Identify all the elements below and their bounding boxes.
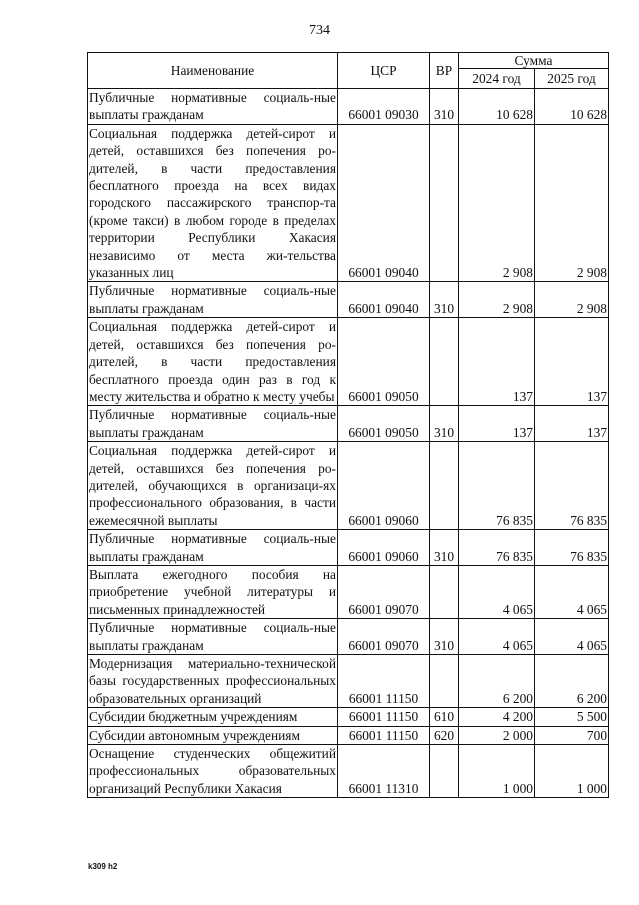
table-row: [88, 442, 609, 530]
header-vr: ВР: [430, 53, 459, 89]
row-vr: 620: [430, 726, 459, 744]
row-name: Социальная поддержка детей-сирот и детей, оставшихся без попечения ро-дителей, в части предоставления бесплатного проезда один раз в год к месту жительства и обратно к месту учебы: [89, 319, 336, 404]
row-sum-2025: 2 908: [535, 282, 609, 318]
row-csr: 66001 09040: [338, 124, 430, 282]
row-csr: 66001 11150: [338, 655, 430, 708]
row-sum-2024: 76 835: [459, 442, 535, 530]
row-name: Публичные нормативные социаль-ные выплаты гражданам: [89, 283, 336, 316]
row-vr: [430, 655, 459, 708]
header-row: [88, 53, 609, 69]
row-sum-2025: 4 065: [535, 619, 609, 655]
row-vr: 310: [430, 406, 459, 442]
row-sum-2024: 4 065: [459, 619, 535, 655]
page-number: 734: [309, 23, 330, 38]
row-sum-2024: 2 000: [459, 726, 535, 744]
row-sum-2025: 4 065: [535, 565, 609, 618]
row-vr: [430, 745, 459, 798]
row-vr: 310: [430, 530, 459, 566]
row-csr: 66001 09050: [338, 406, 430, 442]
row-vr: 310: [430, 89, 459, 125]
row-vr: [430, 124, 459, 282]
header-sum: Сумма: [459, 53, 609, 69]
row-csr: 66001 11310: [338, 745, 430, 798]
row-sum-2024: 2 908: [459, 124, 535, 282]
row-name: Субсидии бюджетным учреждениям: [88, 708, 338, 726]
row-csr: 66001 11150: [338, 708, 430, 726]
table-row: [88, 565, 609, 618]
row-name: Модернизация материально-технической базы государственных профессиональных образовательных организаций: [89, 656, 336, 706]
header-year-2024: 2024 год: [459, 69, 535, 89]
row-sum-2025: 5 500: [535, 708, 609, 726]
table-row: [88, 655, 609, 708]
row-sum-2024: 6 200: [459, 655, 535, 708]
row-name: Субсидии автономным учреждениям: [88, 726, 338, 744]
row-csr: 66001 09060: [338, 530, 430, 566]
row-sum-2024: 76 835: [459, 530, 535, 566]
row-csr: 66001 09050: [338, 318, 430, 406]
row-name: Публичные нормативные социаль-ные выплаты гражданам: [89, 620, 336, 653]
row-vr: [430, 318, 459, 406]
row-vr: 310: [430, 282, 459, 318]
row-name: Социальная поддержка детей-сирот и детей, оставшихся без попечения ро-дителей, в части предоставления бесплатного проезда на всех видах городского пассажирского транспор-та (кроме такси) в любом городе в пределах территории Республики Хакасия независимо от места жи-тельства указанных лиц: [89, 125, 336, 281]
table-row: [88, 318, 609, 406]
row-vr: [430, 565, 459, 618]
row-csr: 66001 09070: [338, 565, 430, 618]
row-sum-2024: 10 628: [459, 89, 535, 125]
table-row: [88, 726, 609, 744]
row-csr: 66001 09040: [338, 282, 430, 318]
table-row: [88, 89, 609, 125]
row-sum-2024: 4 065: [459, 565, 535, 618]
row-name: Публичные нормативные социаль-ные выплаты гражданам: [89, 90, 336, 123]
header-year-2025: 2025 год: [535, 69, 609, 89]
table-row: [88, 406, 609, 442]
footer-code: k309 h2: [88, 862, 118, 871]
table-row: [88, 745, 609, 798]
row-sum-2025: 137: [535, 406, 609, 442]
row-vr: 310: [430, 619, 459, 655]
table-row: [88, 619, 609, 655]
row-sum-2025: 1 000: [535, 745, 609, 798]
table-row: [88, 530, 609, 566]
row-sum-2025: 6 200: [535, 655, 609, 708]
row-sum-2025: 137: [535, 318, 609, 406]
row-sum-2025: 76 835: [535, 530, 609, 566]
row-sum-2025: 76 835: [535, 442, 609, 530]
table-header: [88, 53, 609, 89]
header-name: Наименование: [88, 53, 338, 89]
row-sum-2024: 4 200: [459, 708, 535, 726]
row-name: Оснащение студенческих общежитий профессиональных образовательных организаций Республики Хакасия: [89, 746, 336, 796]
budget-table: [87, 52, 609, 798]
row-sum-2025: 2 908: [535, 124, 609, 282]
row-sum-2024: 2 908: [459, 282, 535, 318]
table-row: [88, 124, 609, 282]
row-name: Социальная поддержка детей-сирот и детей, оставшихся без попечения ро-дителей, обучающихся в организаци-ях профессионального образования, в части ежемесячной выплаты: [89, 443, 336, 528]
row-csr: 66001 09030: [338, 89, 430, 125]
row-sum-2024: 137: [459, 318, 535, 406]
table-row: [88, 282, 609, 318]
table-body: [88, 89, 609, 798]
row-name: Публичные нормативные социаль-ные выплаты гражданам: [89, 407, 336, 440]
row-vr: 610: [430, 708, 459, 726]
row-name: Выплата ежегодного пособия на приобретение учебной литературы и письменных принадлежностей: [89, 566, 336, 617]
row-sum-2025: 700: [535, 726, 609, 744]
row-vr: [430, 442, 459, 530]
row-sum-2025: 10 628: [535, 89, 609, 125]
row-csr: 66001 11150: [338, 726, 430, 744]
header-csr: ЦСР: [338, 53, 430, 89]
table-row: [88, 708, 609, 726]
row-csr: 66001 09070: [338, 619, 430, 655]
row-name: Публичные нормативные социаль-ные выплаты гражданам: [89, 531, 336, 564]
row-csr: 66001 09060: [338, 442, 430, 530]
row-sum-2024: 137: [459, 406, 535, 442]
row-sum-2024: 1 000: [459, 745, 535, 798]
